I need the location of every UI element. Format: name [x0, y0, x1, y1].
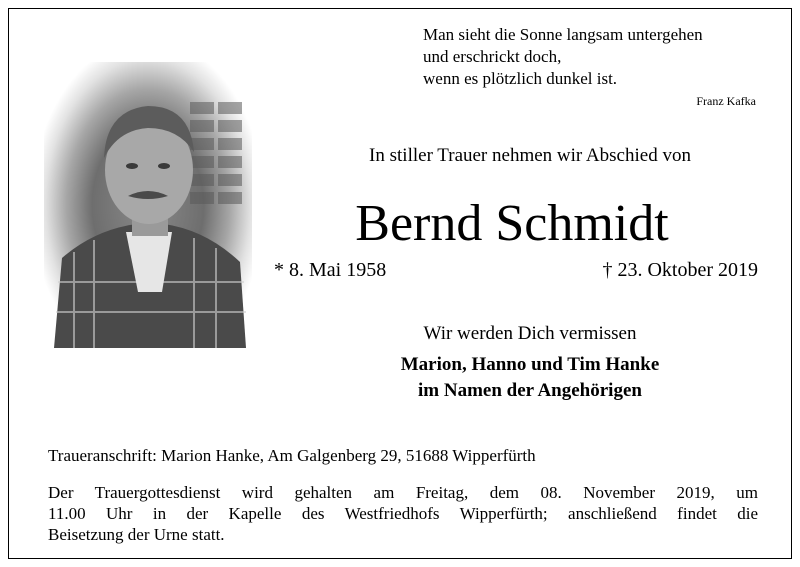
service-line: Der Trauergottesdienst wird gehalten am Freitag, dem 08. November 2019, um [48, 483, 758, 502]
signers [300, 352, 760, 404]
signers-relation: im Namen der Angehörigen [418, 380, 642, 401]
death-date: † 23. Oktober 2019 [602, 259, 758, 281]
quote-line: und erschrickt doch, [423, 47, 562, 66]
mourning-address: Traueranschrift: Marion Hanke, Am Galgenberg 29, 51688 Wipperfürth [48, 446, 536, 465]
portrait-figure [44, 62, 252, 348]
service-line: Beisetzung der Urne statt. [48, 525, 225, 544]
quote-author: Franz Kafka [696, 94, 756, 108]
deceased-name: Bernd Schmidt [355, 195, 669, 252]
farewell-message: Wir werden Dich vermissen [423, 323, 637, 344]
quote-line: wenn es plötzlich dunkel ist. [423, 69, 618, 88]
service-line: 11.00 Uhr in der Kapelle des Westfriedhofs Wipperfürth; anschließend findet die [48, 504, 758, 523]
quote-line: Man sieht die Sonne langsam untergehen [423, 25, 703, 44]
birth-date: * 8. Mai 1958 [274, 259, 387, 281]
farewell-intro: In stiller Trauer nehmen wir Abschied von [369, 145, 691, 166]
funeral-service-info [48, 482, 758, 545]
kafka-quote [423, 24, 758, 90]
signers-names: Marion, Hanno und Tim Hanke [400, 354, 660, 375]
portrait-photo [44, 62, 252, 348]
